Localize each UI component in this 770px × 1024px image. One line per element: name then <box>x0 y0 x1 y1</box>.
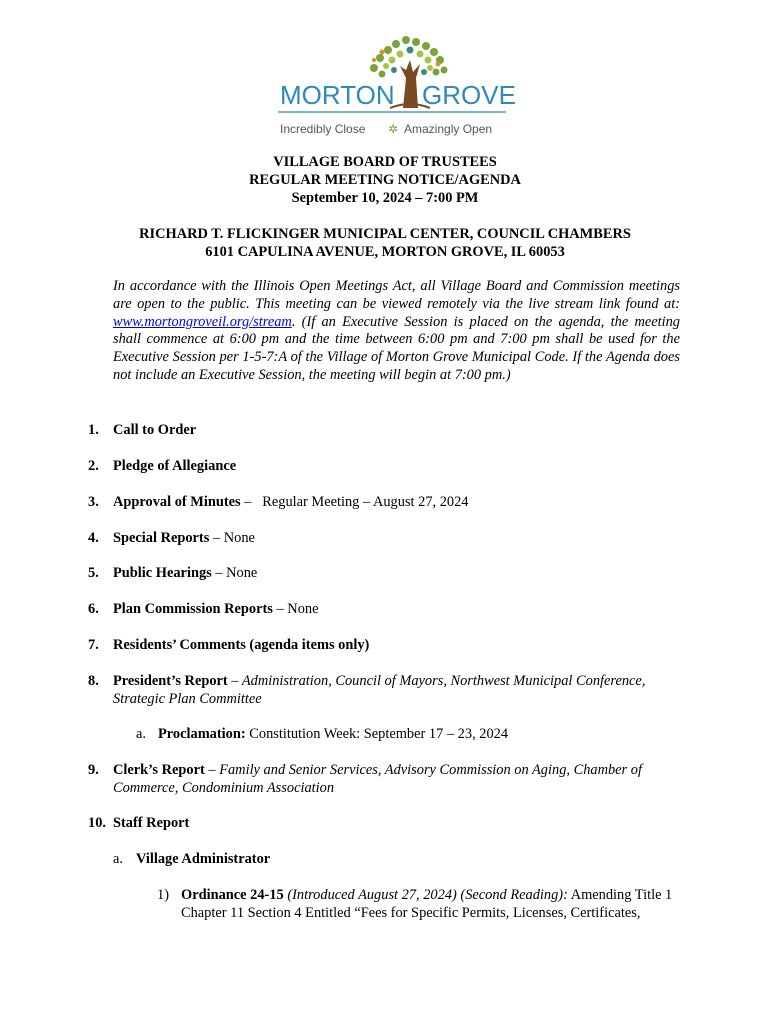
item-title: Village Administrator <box>136 851 271 867</box>
header-address: 6101 CAPULINA AVENUE, MORTON GROVE, IL 60053 <box>205 244 565 260</box>
item-number: 6. <box>88 601 99 617</box>
open-meetings-notice <box>113 278 680 385</box>
header-location: RICHARD T. FLICKINGER MUNICIPAL CENTER, COUNCIL CHAMBERS <box>139 226 631 242</box>
item-detail: Amending Title 1 Chapter 11 Section 4 Entitled “Fees for Specific Permits, Licenses, Certificates, <box>181 887 673 921</box>
tree-logo-graphic <box>270 30 520 140</box>
item-detail: Family and Senior Services, Advisory Commission on Aging, Chamber of Commerce, Condominium Association <box>113 762 642 796</box>
logo-word-grove: GROVE <box>422 80 516 110</box>
item-detail: – None <box>211 565 258 581</box>
item-number: 8. <box>88 673 99 689</box>
notice-text-before: In accordance with the Illinois Open Meetings Act, all Village Board and Commission meetings are open to the public. This meeting can be viewed remotely via the live stream link found at: <box>113 278 680 312</box>
item-title: Approval of Minutes <box>113 494 241 510</box>
item-number: 2. <box>88 458 99 474</box>
item-title: Call to Order <box>113 422 197 438</box>
item-detail: Administration, Council of Mayors, Northwest Municipal Conference, Strategic Plan Committee <box>113 673 646 707</box>
item-title: Clerk’s Report <box>113 762 205 778</box>
item-number: 5. <box>88 565 99 581</box>
logo-tagline-right: Amazingly Open <box>404 122 493 136</box>
item-separator: – <box>204 762 220 778</box>
item-title: Plan Commission Reports <box>113 601 273 617</box>
item-title: Special Reports <box>113 530 210 546</box>
item-reading-note: (Introduced August 27, 2024) (Second Reading): <box>283 887 568 903</box>
item-title: Public Hearings <box>113 565 212 581</box>
notice-text-after: . (If an Executive Session is placed on the agenda, the meeting shall commence at 6:00 pm and the time between 6:00 pm and 7:00 pm shall be used for the Executive Session per 1-5-7:A of the Village of Morton Grove Municipal Code. If the Agenda does not include an Executive Session, the meeting will begin at 7:00 pm.) <box>113 313 680 383</box>
item-title: Proclamation: <box>158 726 246 742</box>
item-detail: – None <box>209 530 255 546</box>
item-title: Ordinance 24-15 <box>181 887 284 903</box>
item-number: 10. <box>88 815 106 831</box>
item-title: Pledge of Allegiance <box>113 458 237 474</box>
item-title: Staff Report <box>113 815 190 831</box>
item-number: 4. <box>88 530 99 546</box>
item-title: President’s Report <box>113 673 228 689</box>
item-number: 1) <box>157 887 169 903</box>
header-board-title: VILLAGE BOARD OF TRUSTEES <box>273 154 497 170</box>
logo-word-morton: MORTON <box>280 80 395 110</box>
logo-tagline-separator: ✲ <box>388 122 399 136</box>
item-separator: – <box>227 673 242 689</box>
item-number: 9. <box>88 762 99 778</box>
header-meeting-type: REGULAR MEETING NOTICE/AGENDA <box>249 172 521 188</box>
item-title: Residents’ Comments (agenda items only) <box>113 637 370 653</box>
item-number: a. <box>136 726 146 742</box>
stream-link[interactable]: www.mortongroveil.org/stream <box>113 313 292 330</box>
item-number: 3. <box>88 494 99 510</box>
item-detail: – None <box>272 601 319 617</box>
logo-tagline-left: Incredibly Close <box>280 122 366 136</box>
item-number: 1. <box>88 422 99 438</box>
item-number: 7. <box>88 637 99 653</box>
header-meeting-date: September 10, 2024 – 7:00 PM <box>291 190 479 206</box>
morton-grove-logo <box>270 30 520 140</box>
item-detail: – Regular Meeting – August 27, 2024 <box>240 494 469 510</box>
item-number: a. <box>113 851 123 867</box>
item-detail: Constitution Week: September 17 – 23, 2024 <box>245 726 509 742</box>
